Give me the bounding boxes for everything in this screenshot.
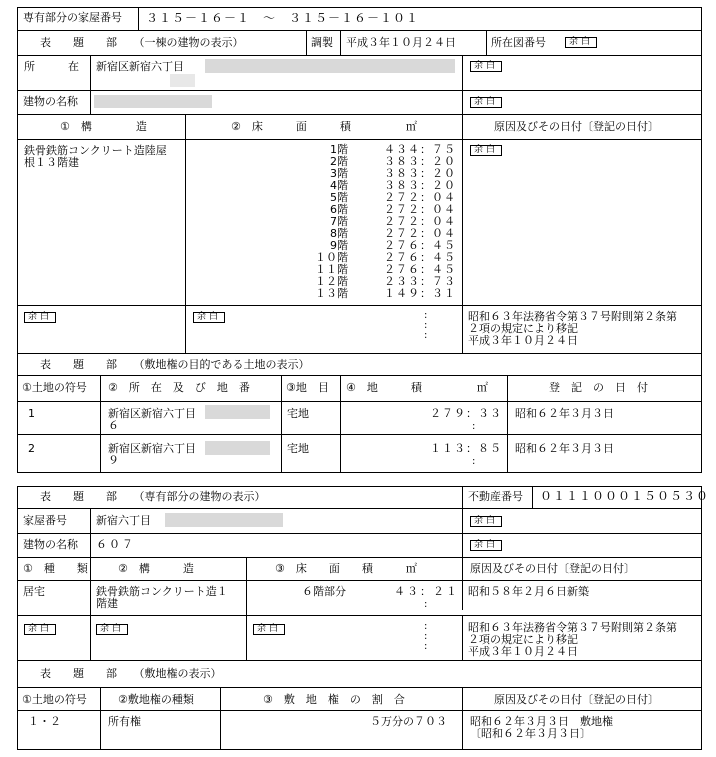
unit-name-yohaku: 余白 [470,540,502,551]
floor-area: ４３４：７５ [384,143,456,156]
col-line [486,30,487,55]
row-line [17,434,702,435]
floor-name: 1階 [330,143,348,156]
building-name-label: 建物の名称 [23,95,78,108]
land-col-no: ①土地の符号 [22,381,87,394]
floor-name: 8階 [330,227,348,240]
col-line [185,114,186,353]
col-line [246,557,247,660]
structure-yohaku-2: 余白 [24,312,56,323]
unit-colon-marks: : : : [424,621,428,652]
col-line [100,687,101,750]
row-line [17,305,702,306]
unit-transfer-note: 昭和６３年法務省令第３７号附則第２条第 ２項の規定により移記 平成３年１０月２４日 [468,621,677,658]
floor-name: 3階 [330,167,348,180]
row-line [17,353,702,354]
col-line [462,114,463,353]
unit-floor-part: ６階部分 [302,585,346,598]
area-colon-marks: : : : [424,310,428,341]
siteright-kind-value: 所有権 [108,715,141,728]
building-transfer-note: 昭和６３年法務省令第３７号附則第２条第 ２項の規定により移記 平成３年１０月２４日 [468,310,677,347]
land-section-title: 表 題 部 （敷地権の目的である土地の表示） [40,358,310,371]
row-line [17,90,702,91]
floor-area: ２３３：７３ [384,275,456,288]
area-yohaku-2: 余白 [193,312,225,323]
floor-area: ２７２：０４ [384,215,456,228]
col-line [90,55,91,90]
realty-no-value: ０１１１０００１５０５３０ [540,489,710,503]
unit-col-structure: ② 構 造 [118,562,194,575]
redacted-lot-2 [205,441,270,455]
siteright-ratio-value: ５万分の７０３ [370,715,447,728]
row-line [17,401,702,402]
unit-kind-yohaku: 余白 [24,624,56,635]
siteright-col-ratio: ③ 敷 地 権 の 割 合 [263,693,405,706]
header-label: 専有部分の家屋番号 [23,11,122,24]
redacted-house-no [165,513,283,527]
col-line [462,615,463,660]
floor-name: 5階 [330,191,348,204]
unit-col-cause: 原因及びその日付〔登記の日付〕 [470,562,635,575]
row-line [17,557,702,558]
name-yohaku: 余白 [470,97,502,108]
realty-no-label: 不動産番号 [468,490,523,503]
col-line [462,687,463,750]
row-line [17,375,702,376]
unit-col-kind: ① 種 類 [23,562,88,575]
row-line [17,687,702,688]
col-line [532,486,533,508]
floor-name: １１階 [315,263,348,276]
redacted-lot-1 [205,405,270,419]
row-line [17,30,702,31]
col-line [90,508,91,533]
land-row1-category: 宅地 [287,407,309,420]
siteright-col-cause: 原因及びその日付〔登記の日付〕 [494,693,659,706]
land-row1-area: ２７９：３３ [430,407,502,420]
row-line [17,660,702,661]
floor-name: 9階 [330,239,348,252]
location-label: 所 在 [24,60,79,73]
land-col-area: ④ 地 積 ㎡ [346,381,488,394]
land-row1-date: 昭和６２年３月３日 [515,407,614,420]
redacted-name [94,95,212,108]
unit-cause-value: 昭和５８年２月６日新築 [468,585,589,598]
row-line [17,580,702,581]
floor-name: １０階 [315,251,348,264]
unit-col-floor-area: ③ 床 面 積 ㎡ [275,562,417,575]
col-line [462,90,463,114]
row-line [17,710,702,711]
unit-structure-value: 鉄骨鉄筋コンクリート造１ 階建 [96,585,228,610]
redacted-address [205,59,455,73]
floor-name: １３階 [315,287,348,300]
col-line [90,533,91,557]
location-value: 新宿区新宿六丁目 [96,60,184,73]
row-line [17,114,702,115]
col-line [507,375,508,473]
unit-area-yohaku: 余白 [253,624,285,635]
siteright-col-kind: ②敷地権の種類 [118,693,194,706]
col-line [100,375,101,473]
map-no-label: 所在図番号 [491,36,546,49]
row-line [17,139,702,140]
col-line [90,90,91,114]
colon-mark: : [472,456,476,467]
land-row2-location: 新宿区新宿六丁目 ９ [108,442,196,467]
structure-value: 鉄骨鉄筋コンクリート造陸屋 根１３階建 [24,144,167,169]
floor-name: 4階 [330,179,348,192]
land-col-location: ② 所 在 及 び 地 番 [108,381,250,394]
land-row1-no: 1 [28,407,35,420]
land-row2-date: 昭和６２年３月３日 [515,442,614,455]
unit-name-label: 建物の名称 [23,538,78,551]
unit-section-title: 表 題 部 （専有部分の建物の表示） [40,490,266,503]
floor-area: ３８３：２０ [384,179,456,192]
floor-area: ２７６：４５ [384,251,456,264]
floor-area: ３８３：２０ [384,155,456,168]
header-room-range: ３１５－１６－１ ～ ３１５－１６－１０１ [146,11,420,25]
col-line [340,375,341,473]
col-line [90,557,91,660]
col-floor-area-header: ② 床 面 積 ㎡ [231,120,417,133]
floor-name: 2階 [330,155,348,168]
col-line [220,687,221,750]
floor-area: ２７２：０４ [384,191,456,204]
siteright-no-value: １・２ [28,715,61,728]
unit-name-value: ６０７ [96,538,135,551]
chosei-label: 調製 [311,36,333,49]
land-col-category: ③地 目 [286,381,329,394]
col-line [340,30,341,55]
land-row2-area: １１３：８５ [430,442,502,455]
col-structure-header: ① 構 造 [60,120,147,133]
colon-mark: : [424,599,428,610]
map-no-yohaku: 余白 [565,37,597,48]
land-row2-no: 2 [28,442,35,455]
floor-row [300,288,460,300]
chosei-date: 平成３年１０月２４日 [346,36,456,49]
row-line [17,508,702,509]
col-cause-header: 原因及びその日付〔登記の日付〕 [494,120,659,133]
col-line [462,55,463,90]
row-line [17,55,702,56]
floor-area: ３８３：２０ [384,167,456,180]
land-col-date: 登 記 の 日 付 [549,381,648,394]
house-no-yohaku: 余白 [470,516,502,527]
row-line [17,615,702,616]
land-row1-location: 新宿区新宿六丁目 ６ [108,407,196,432]
floor-area: ２７２：０４ [384,227,456,240]
floor-area: １４９：３１ [384,287,456,300]
land-row2-category: 宅地 [287,442,309,455]
siteright-col-no: ①土地の符号 [22,693,87,706]
col-line [281,375,282,473]
siteright-section-title: 表 題 部 （敷地権の表示） [40,667,222,680]
siteright-cause-value: 昭和６２年３月３日 敷地権 〔昭和６２年３月３日〕 [470,715,613,740]
cause-yohaku: 余白 [470,145,502,156]
row-line [17,533,702,534]
col-line [306,30,307,55]
col-line [462,486,463,610]
location-yohaku: 余白 [470,61,502,72]
floor-name: 7階 [330,215,348,228]
floor-area: ２７２：０４ [384,203,456,216]
redacted-address-2 [170,74,195,87]
house-no-label: 家屋番号 [23,514,67,527]
floor-area: ２７６：４５ [384,263,456,276]
house-no-value: 新宿六丁目 [96,514,151,527]
unit-floor-area: ４３：２１ [394,585,459,598]
unit-kind-value: 居宅 [23,585,45,598]
floor-name: 6階 [330,203,348,216]
floor-name: １２階 [315,275,348,288]
colon-mark: : [472,421,476,432]
floor-area: ２７６：４５ [384,239,456,252]
building-section-title: 表 題 部 （一棟の建物の表示） [40,36,244,49]
unit-structure-yohaku: 余白 [96,624,128,635]
